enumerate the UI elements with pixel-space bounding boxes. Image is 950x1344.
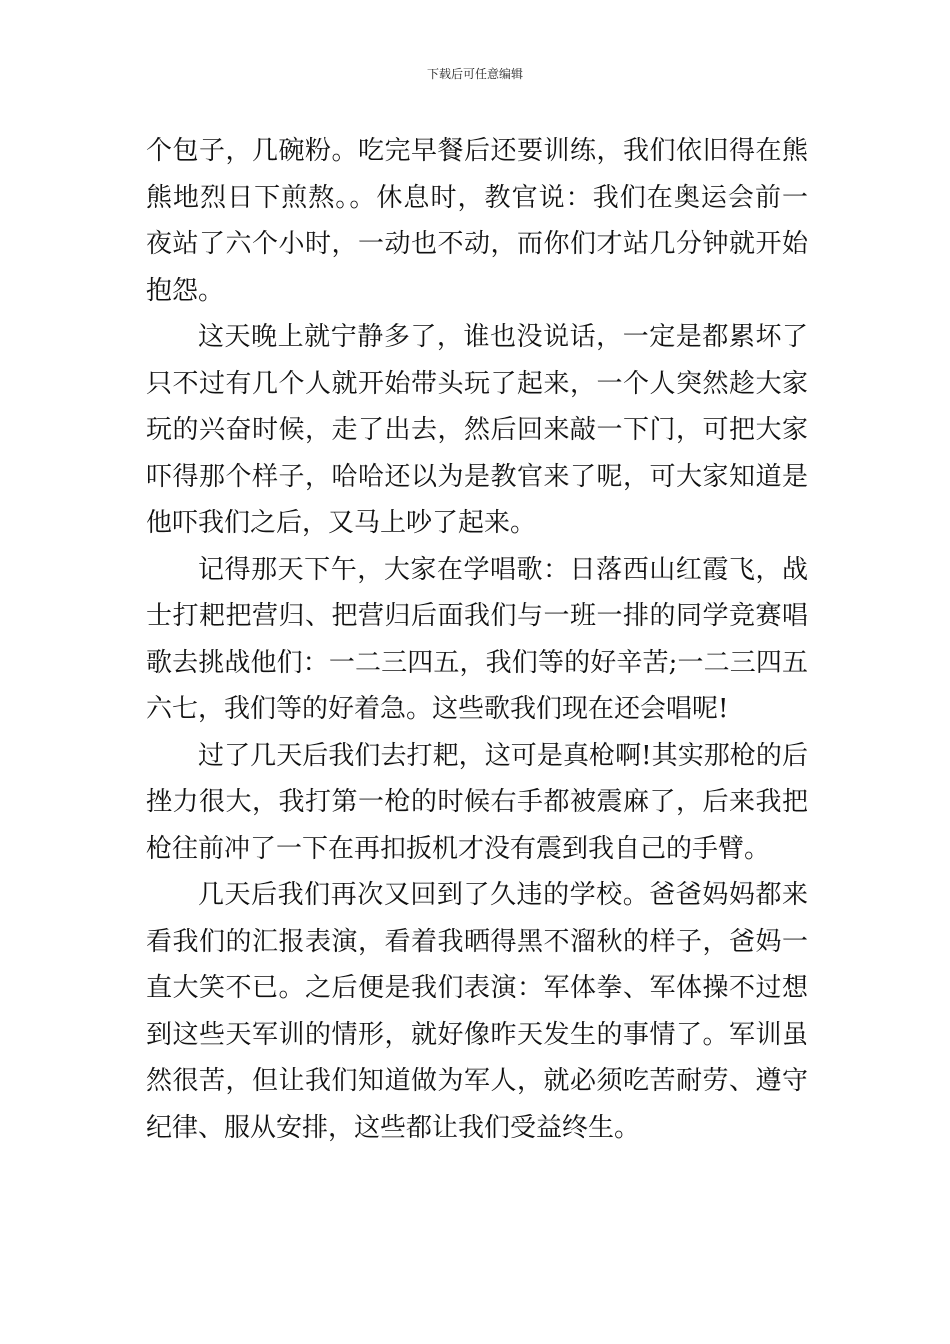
paragraph-3: 记得那天下午，大家在学唱歌：日落西山红霞飞，战士打耙把营归、把营归后面我们与一班一排的同学竞赛唱歌去挑战他们：一二三四五，我们等的好辛苦;一二三四五六七，我们等的好着急。这些歌我们现在还会唱呢! (146, 554, 808, 724)
page-header: 下载后可任意编辑 (426, 67, 523, 81)
document-body (146, 128, 808, 1151)
paragraph-4: 过了几天后我们去打耙，这可是真枪啊!其实那枪的后挫力很大，我打第一枪的时候右手都被震麻了，后来我把枪往前冲了一下在再扣扳机才没有震到我自己的手臂。 (146, 740, 808, 864)
paragraph-2: 这天晚上就宁静多了，谁也没说话，一定是都累坏了只不过有几个人就开始带头玩了起来，一个人突然趁大家玩的兴奋时候，走了出去，然后回来敲一下门，可把大家吓得那个样子，哈哈还以为是教官来了呢，可大家知道是他吓我们之后，又马上吵了起来。 (146, 322, 808, 538)
paragraph-1: 个包子，几碗粉。吃完早餐后还要训练，我们依旧得在熊熊地烈日下煎熬。。休息时，教官说：我们在奥运会前一夜站了六个小时，一动也不动，而你们才站几分钟就开始抱怨。 (146, 136, 808, 306)
paragraph-5: 几天后我们再次又回到了久违的学校。爸爸妈妈都来看我们的汇报表演，看着我晒得黑不溜秋的样子，爸妈一直大笑不已。之后便是我们表演：军体拳、军体操不过想到这些天军训的情形，就好像昨天发生的事情了。军训虽然很苦，但让我们知道做为军人，就必须吃苦耐劳、遵守纪律、服从安排，这些都让我们受益终生。 (146, 880, 808, 1143)
